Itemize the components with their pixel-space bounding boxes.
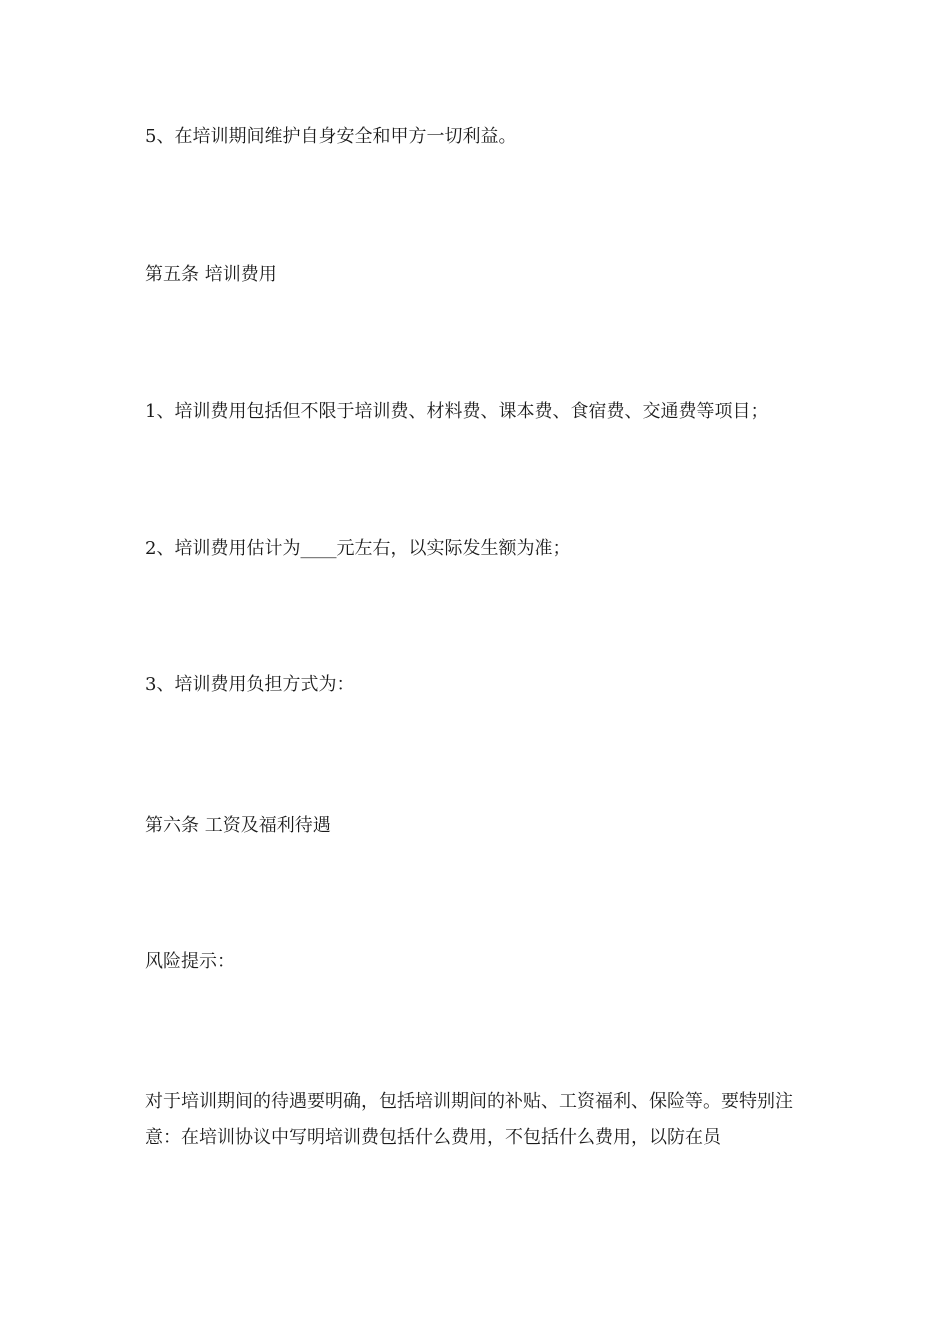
risk-notice-heading: 风险提示：	[145, 951, 235, 972]
heading-article-6: 第六条 工资及福利待遇	[145, 815, 331, 836]
paragraph-fee-item-3: 3、培训费用负担方式为：	[145, 674, 355, 695]
paragraph-clause-4-item-5: 5、在培训期间维护自身安全和甲方一切利益。	[145, 126, 517, 147]
paragraph-fee-item-1: 1、培训费用包括但不限于培训费、材料费、课本费、食宿费、交通费等项目；	[145, 401, 769, 422]
risk-notice-body: 对于培训期间的待遇要明确，包括培训期间的补贴、工资福利、保险等。要特别注意：在培训协议中写明培训费包括什么费用，不包括什么费用，以防在员	[145, 1091, 793, 1148]
paragraph-fee-item-2: 2、培训费用估计为____元左右，以实际发生额为准；	[145, 538, 571, 559]
heading-article-5: 第五条 培训费用	[145, 264, 277, 285]
